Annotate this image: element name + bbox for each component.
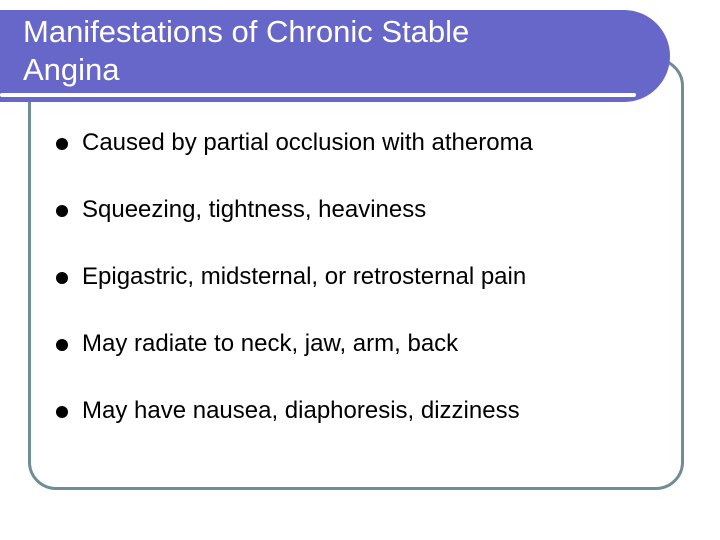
bullet-text: Epigastric, midsternal, or retrosternal pain — [82, 263, 527, 290]
bullet-text: Caused by partial occlusion with atheroma — [82, 129, 533, 156]
bullet-text: May have nausea, diaphoresis, dizziness — [82, 397, 520, 424]
slide-title: Manifestations of Chronic Stable Angina — [23, 14, 470, 87]
bullet-item — [56, 386, 676, 453]
bullet-text: Squeezing, tightness, heaviness — [82, 196, 427, 223]
bullet-icon — [56, 406, 68, 418]
bullet-icon — [56, 339, 68, 351]
bullet-item — [56, 252, 676, 319]
title-underline — [0, 93, 636, 97]
bullet-item — [56, 185, 676, 252]
bullet-text: May radiate to neck, jaw, arm, back — [82, 330, 459, 357]
bullet-item — [56, 118, 676, 185]
bullet-icon — [56, 272, 68, 284]
bullet-icon — [56, 138, 68, 150]
bullet-icon — [56, 205, 68, 217]
bullet-item — [56, 319, 676, 386]
bullet-list — [56, 118, 676, 453]
